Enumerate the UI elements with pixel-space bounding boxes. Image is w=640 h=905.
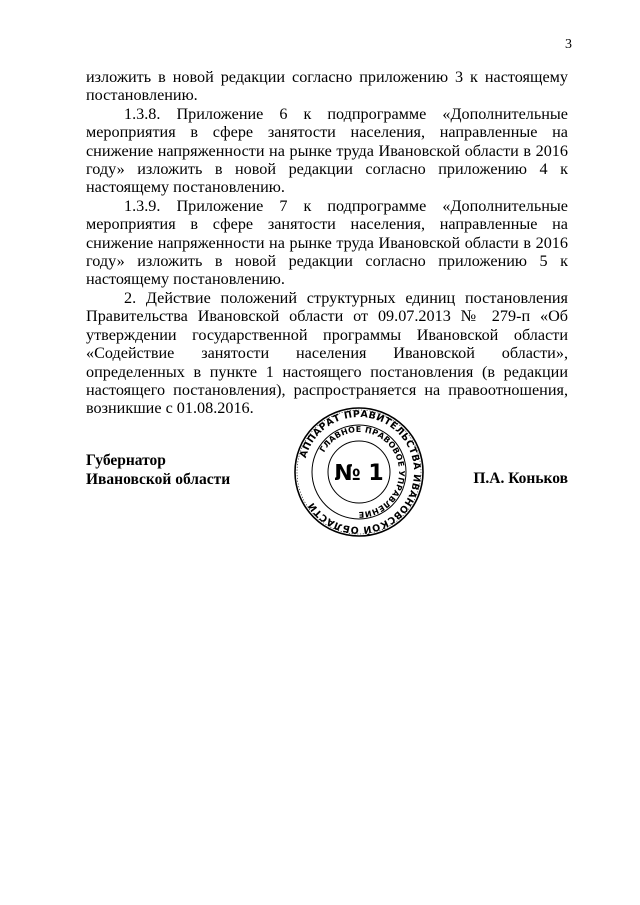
paragraph: 2. Действие положений структурных единиц постановления Правительства Ивановской области от 09.07.2013 № 279-п «Об утверждении государственной программы Ивановской области «Содействие занятости населения Ивановской области», определенных в пункте 1 настоящего постановления (в редакции настоящего постановления), распространяется на правоотношения, возникшие с 01.08.2016.	[86, 288, 568, 418]
paragraph: изложить в новой редакции согласно приложению 3 к настоящему постановлению.	[86, 68, 568, 105]
official-seal	[293, 406, 425, 538]
seal-outer-text: АППАРАТ ПРАВИТЕЛЬСТВА ИВАНОВСКОЙ ОБЛАСТИ	[297, 408, 423, 536]
signatory-region: Ивановской области	[86, 471, 231, 488]
signatory-position	[86, 451, 230, 489]
seal-inner-text: ГЛАВНОЕ ПРАВОВОЕ УПРАВЛЕНИЕ	[317, 424, 407, 520]
document-body	[86, 68, 568, 418]
seal-number: № 1	[334, 461, 384, 486]
signatory-title: Губернатор	[86, 452, 166, 469]
signatory-name: П.А. Коньков	[473, 470, 568, 487]
paragraph: 1.3.9. Приложение 7 к подпрограмме «Дополнительные мероприятия в сфере занятости населения, направленные на снижение напряженности на рынке труда Ивановской области в 2016 году» изложить в новой редакции согласно приложению 5 к настоящему постановлению.	[86, 196, 568, 289]
paragraph: 1.3.8. Приложение 6 к подпрограмме «Дополнительные мероприятия в сфере занятости населения, направленные на снижение напряженности на рынке труда Ивановской области в 2016 году» изложить в новой редакции согласно приложению 4 к настоящему постановлению.	[86, 104, 568, 197]
page-number: 3	[565, 37, 572, 52]
